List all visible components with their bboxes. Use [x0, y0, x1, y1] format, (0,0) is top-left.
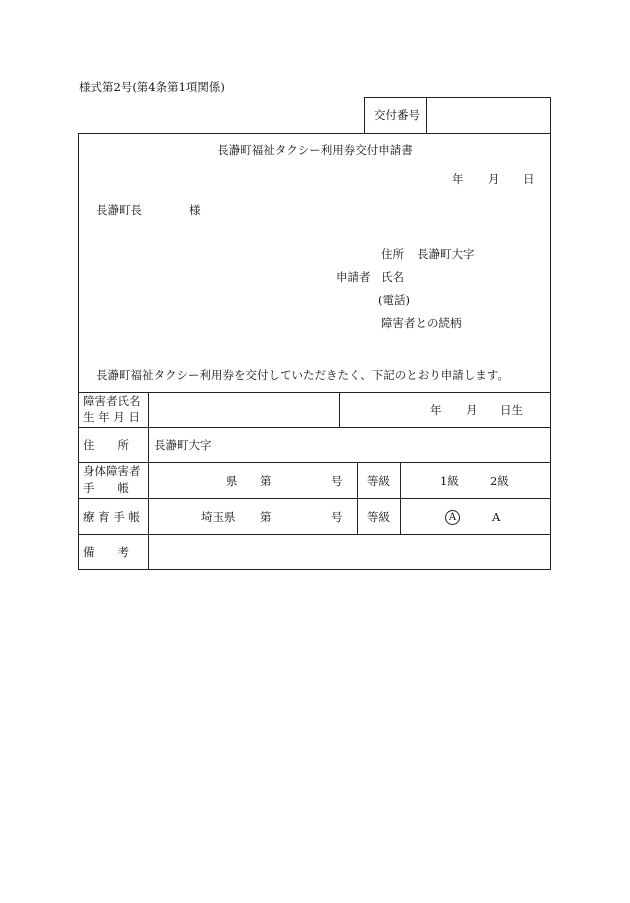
remarks-field[interactable]: [150, 536, 549, 568]
rehab-handbook-label: 療 育 手 帳: [83, 510, 140, 524]
rehab-grade-a-circled: [445, 510, 460, 525]
physical-go: 号: [331, 474, 343, 488]
birth-date-label: 生 年 月 日: [83, 410, 140, 424]
address-label: 住 所: [83, 438, 129, 452]
remarks-label: 備 考: [83, 545, 129, 559]
label-column-divider: [148, 392, 149, 570]
date-day: 日: [523, 172, 535, 186]
rehab-go: 号: [331, 510, 343, 524]
applicant-phone-label: (電話): [378, 293, 410, 307]
addressee: 長瀞町長: [96, 203, 142, 217]
birth-day: 日生: [500, 403, 523, 417]
physical-handbook-label-2: 手 帳: [83, 481, 129, 495]
relation-label: 障害者との続柄: [381, 316, 462, 330]
grade-divider-right: [400, 462, 401, 534]
birth-month: 月: [466, 403, 478, 417]
address-value: 長瀞町大字: [154, 438, 212, 452]
addressee-suffix: 様: [189, 203, 201, 217]
physical-grade-2: 2級: [490, 474, 509, 488]
application-block: [78, 133, 551, 393]
applicant-label: 申請者: [336, 270, 371, 284]
circled-a: A: [445, 510, 460, 525]
rehab-dai: 第: [260, 510, 272, 524]
date-month: 月: [488, 172, 500, 186]
application-statement: 長瀞町福祉タクシー利用券を交付していただきたく、下記のとおり申請します。: [96, 368, 509, 382]
receipt-divider: [426, 97, 427, 133]
person-name-field[interactable]: [150, 394, 337, 425]
person-name-label: 障害者氏名: [83, 394, 141, 408]
rehab-grade-a: A: [492, 510, 501, 524]
form-number: 様式第2号(第4条第1項関係): [79, 80, 225, 94]
rehab-prefecture: 埼玉県: [201, 510, 236, 524]
applicant-name-label: 氏名: [381, 270, 404, 284]
receipt-number-field[interactable]: [428, 99, 549, 132]
physical-handbook-label: 身体障害者: [83, 464, 141, 478]
physical-grade-label: 等級: [367, 474, 390, 488]
date-year: 年: [452, 172, 464, 186]
birth-year: 年: [430, 403, 442, 417]
row1-divider: [339, 392, 340, 427]
applicant-address-value: 長瀞町大字: [417, 247, 475, 261]
physical-prefecture: 県: [226, 474, 238, 488]
form-title: 長瀞町福祉タクシー利用券交付申請書: [217, 143, 413, 157]
grade-divider-left: [357, 462, 358, 534]
physical-grade-1: 1級: [440, 474, 459, 488]
rehab-grade-label: 等級: [367, 510, 390, 524]
receipt-number-label: 交付番号: [374, 108, 420, 122]
applicant-address-label: 住所: [381, 247, 404, 261]
physical-dai: 第: [260, 474, 272, 488]
